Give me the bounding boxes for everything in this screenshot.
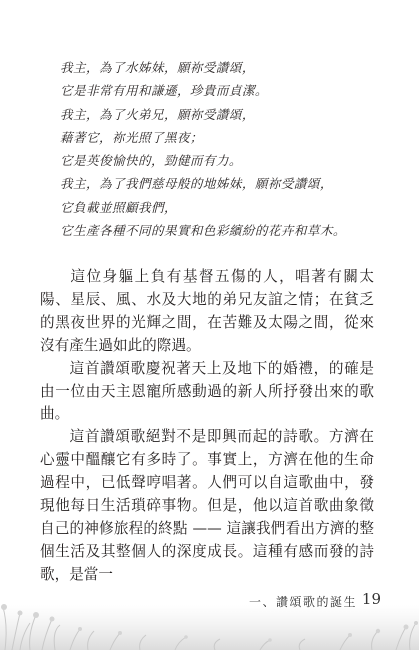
paragraph-text: 這位身軀上負有基督五傷的人，唱著有關太陽、星辰、風、水及大地的弟兄友誼之情；在貧乏的黑夜世界的光輝之間，在苦難及太陽之間，從來沒有產生過如此的際遇。 bbox=[40, 268, 374, 354]
poem-block bbox=[60, 56, 380, 242]
poem-line: 它負載並照顧我們， bbox=[60, 199, 177, 215]
poem-line: 它是英俊愉快的，勁健而有力。 bbox=[60, 153, 242, 169]
paragraph-text: 這首讚頌歌絕對不是即興而起的詩歌。方濟在心靈中醞釀它有多時了。事實上，方濟在他的生命過程中，已低聲哼唱著。人們可以自這歌曲中，發現他每日生活瑣碎事物。但是，他以這首歌曲象徵自己的神修旅程的終點 —— 這讓我們看出方濟的整個生活及其整個人的深度成長。這種有感而發的詩歌，是當一 bbox=[40, 428, 374, 583]
poem-line: 我主，為了水姊妹，願祢受讚頌， bbox=[60, 60, 255, 75]
paragraph-text: 這首讚頌歌慶祝著天上及地下的婚禮，的確是由一位由天主恩寵所感動過的新人所抒發出來的歌曲。 bbox=[40, 359, 374, 423]
poem-line: 我主，為了我們慈母般的地姊妹，願祢受讚頌， bbox=[60, 176, 333, 192]
page-footer bbox=[0, 585, 419, 650]
poem-line: 藉著它，祢光照了黑夜； bbox=[60, 129, 203, 145]
paragraph bbox=[40, 426, 374, 586]
paragraph bbox=[40, 358, 374, 427]
poem-line: 它生產各種不同的果實和色彩繽紛的花卉和草木。 bbox=[60, 223, 346, 239]
paragraph bbox=[40, 266, 374, 358]
poem-line: 它是非常有用和謙遜，珍貴而貞潔。 bbox=[60, 83, 268, 99]
body-text bbox=[40, 266, 374, 587]
running-head: 一、讚頌歌的誕生 bbox=[248, 595, 357, 609]
poem-line: 我主，為了火弟兄，願祢受讚頌， bbox=[60, 106, 255, 122]
page-number: 19 bbox=[361, 590, 381, 608]
